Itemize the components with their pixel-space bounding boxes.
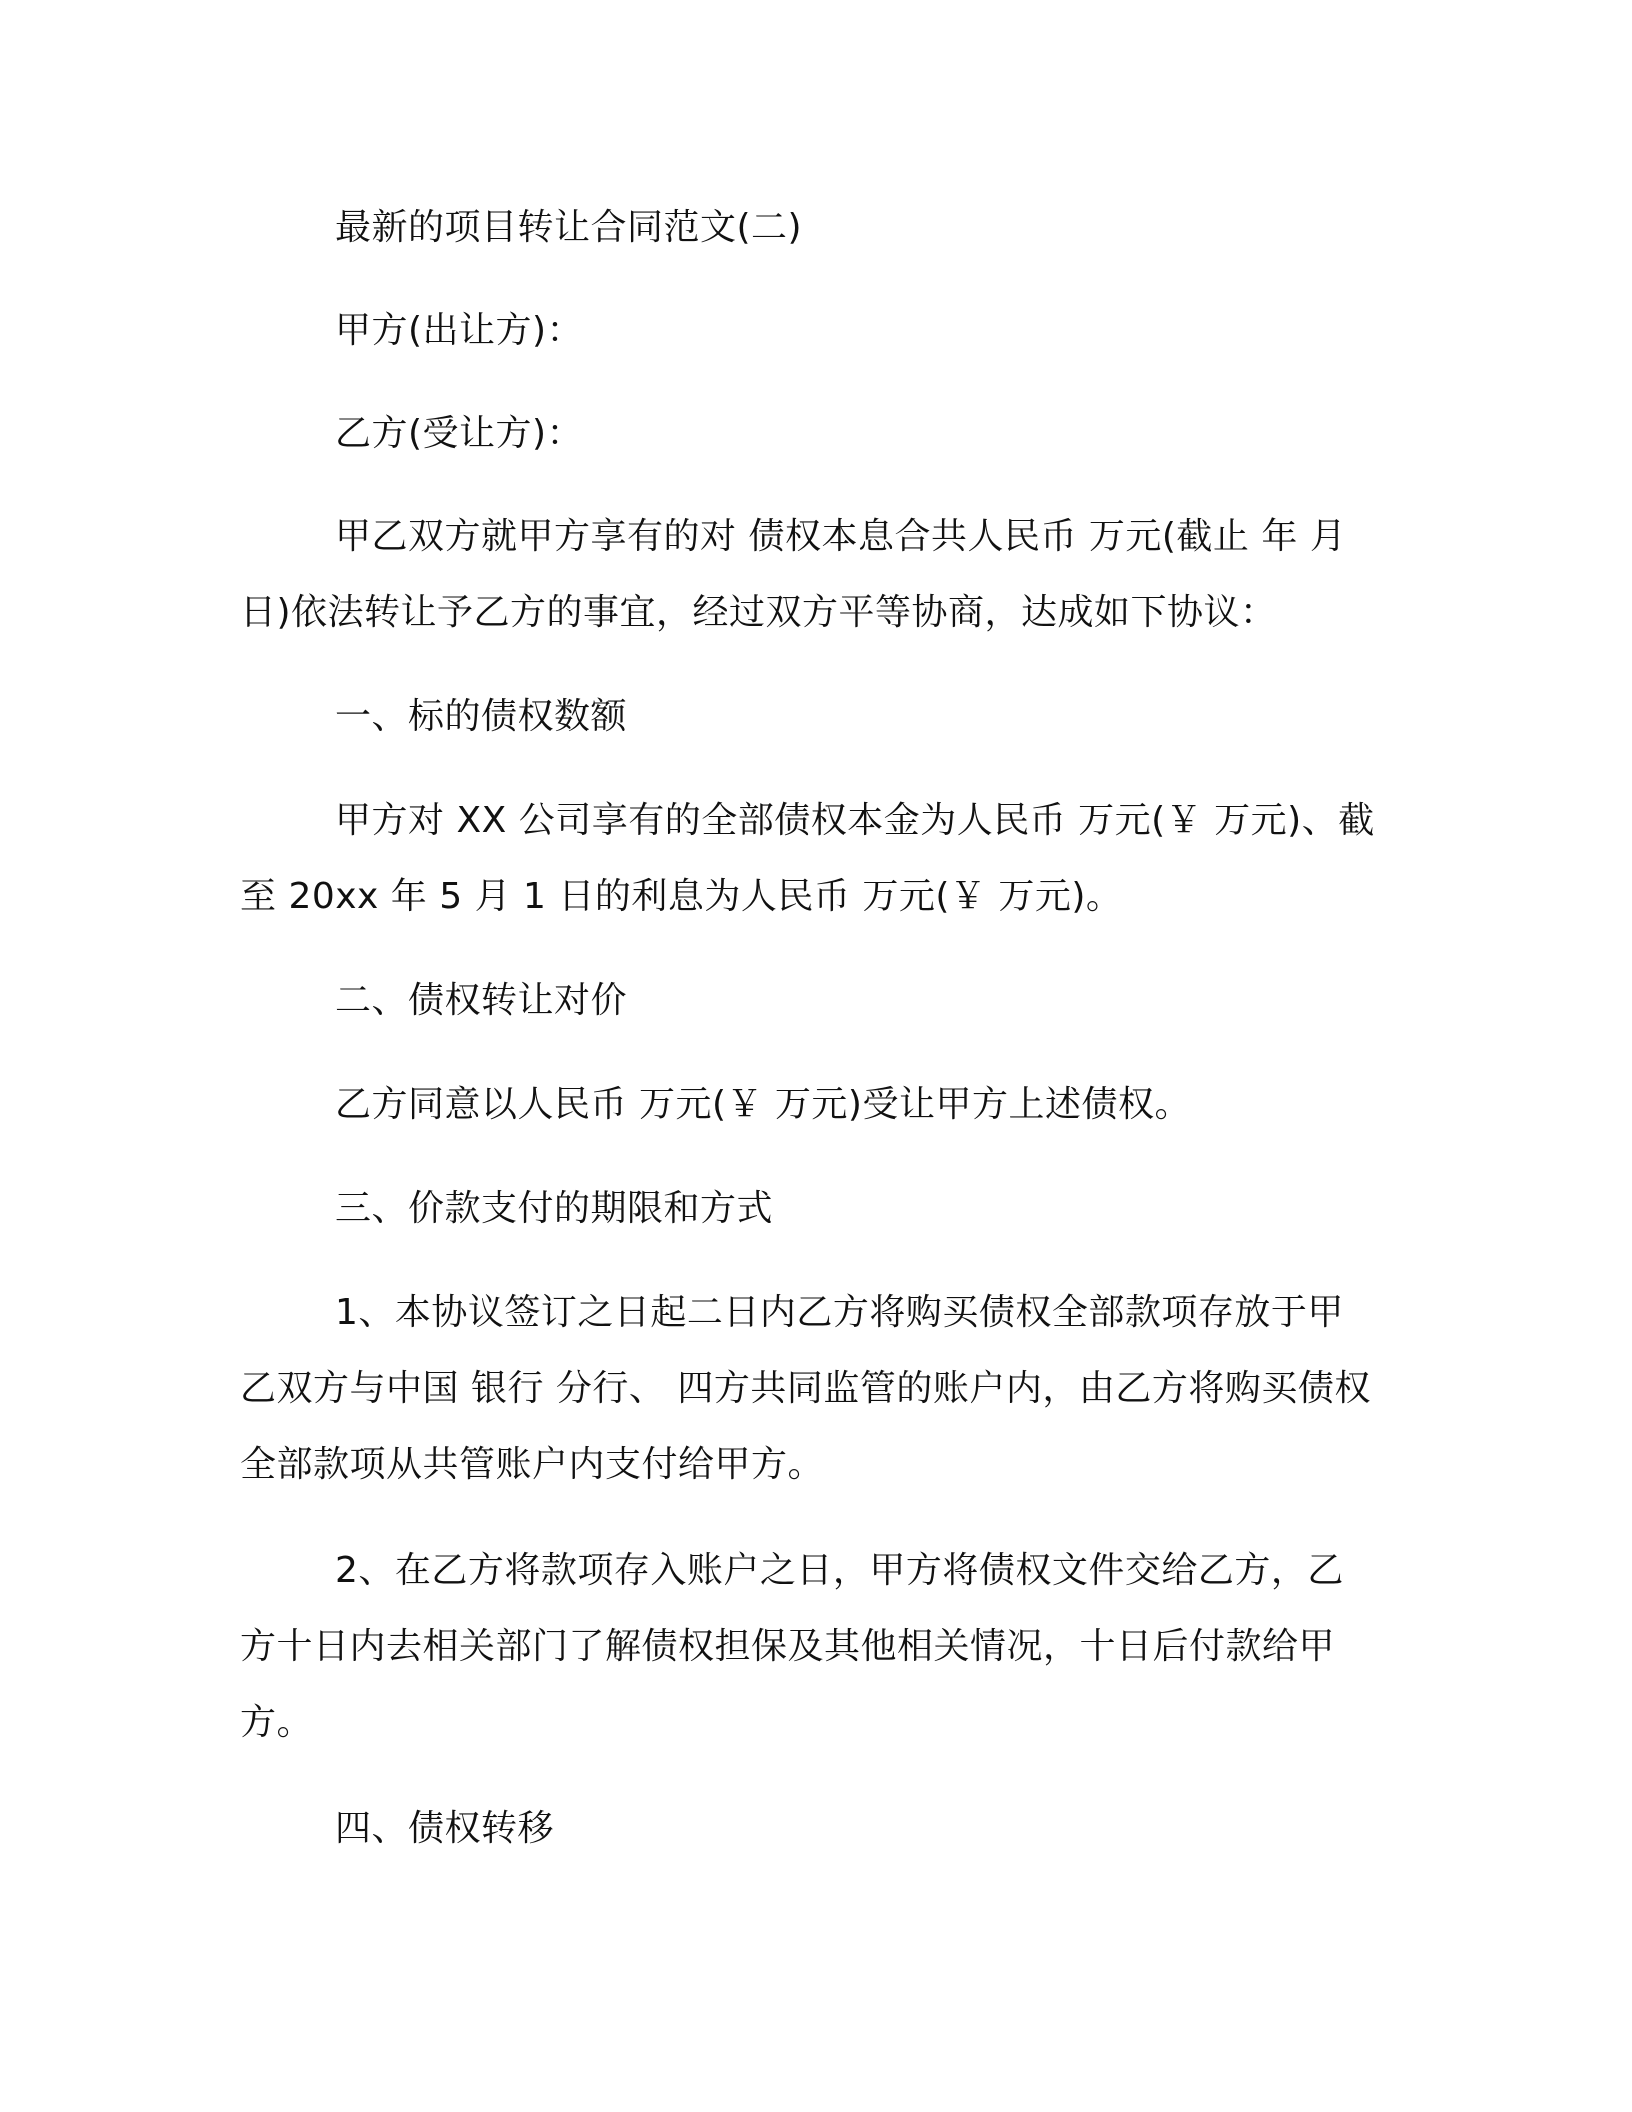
section-heading-4: 四、债权转移 bbox=[335, 1808, 555, 1849]
section-heading-1: 一、标的债权数额 bbox=[335, 696, 628, 737]
party-b-line: 乙方(受让方)： bbox=[335, 413, 584, 454]
document-title: 最新的项目转让合同范文(二) bbox=[335, 207, 803, 248]
section-3-clause-1: 1、本协议签订之日起二日内乙方将购买债权全部款项存放于甲乙双方与中国 银行 分行、 四方共同监管的账户内，由乙方将购买债权全部款项从共管账户内支付给甲方。 bbox=[240, 1292, 1371, 1485]
preamble-paragraph: 甲乙双方就甲方享有的对 债权本息合共人民币 万元(截止 年 月 日)依法转让予乙方的事宜，经过双方平等协商，达成如下协议： bbox=[240, 516, 1347, 633]
party-a-line: 甲方(出让方)： bbox=[335, 310, 584, 351]
section-heading-2: 二、债权转让对价 bbox=[335, 980, 628, 1021]
section-2-paragraph: 乙方同意以人民币 万元(￥ 万元)受让甲方上述债权。 bbox=[335, 1084, 1191, 1125]
document-body bbox=[240, 190, 1380, 1867]
section-1-paragraph: 甲方对 XX 公司享有的全部债权本金为人民币 万元(￥ 万元)、截至 20xx 年 5 月 1 日的利息为人民币 万元(￥ 万元)。 bbox=[240, 800, 1375, 917]
section-heading-3: 三、价款支付的期限和方式 bbox=[335, 1188, 774, 1229]
section-3-clause-2: 2、在乙方将款项存入账户之日，甲方将债权文件交给乙方，乙方十日内去相关部门了解债权担保及其他相关情况，十日后付款给甲方。 bbox=[240, 1550, 1344, 1743]
